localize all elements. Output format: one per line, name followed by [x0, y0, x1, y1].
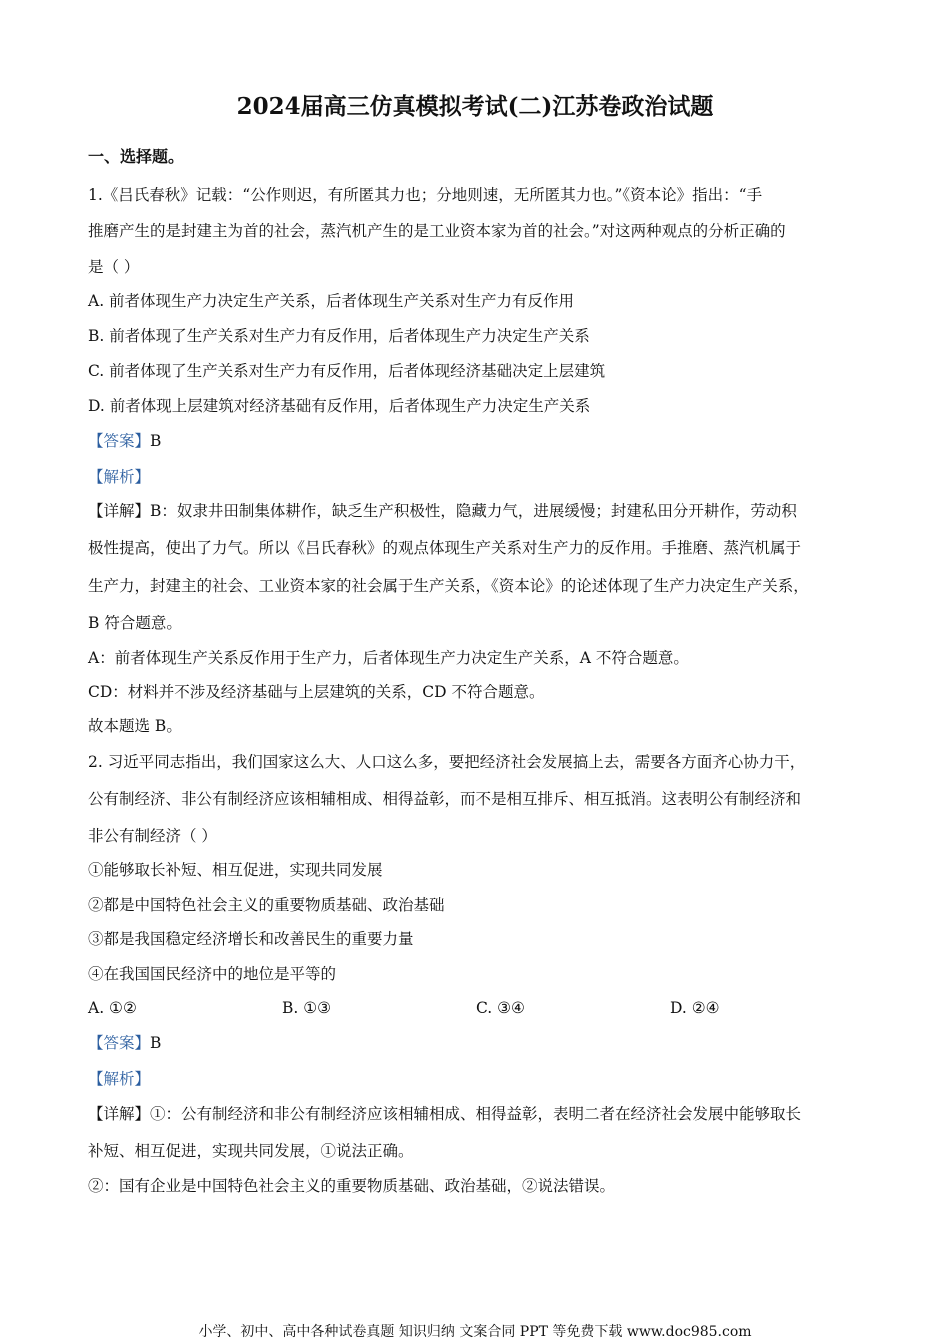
- q2-item-3: ③都是我国稳定经济增长和改善民生的重要力量: [88, 930, 414, 948]
- q1-analysis-tag: 【解析】: [88, 468, 151, 486]
- document-title: 2024届高三仿真模拟考试(二)江苏卷政治试题: [236, 93, 714, 120]
- q1-option-a: A. 前者体现生产力决定生产关系，后者体现生产关系对生产力有反作用: [88, 292, 575, 310]
- q2-analysis: [88, 1068, 150, 1090]
- q2-analysis-tag: 【解析】: [88, 1070, 151, 1088]
- q1-answer-value: B: [150, 432, 162, 450]
- q1-detail-line-6: CD：材料并不涉及经济基础与上层建筑的关系，CD 不符合题意。: [88, 683, 545, 701]
- q1-option-b: B. 前者体现了生产关系对生产力有反作用，后者体现生产力决定生产关系: [88, 327, 590, 345]
- q1-stem-line-3: 是（ ）: [88, 258, 140, 276]
- q1-detail-line-4: B 符合题意。: [88, 614, 182, 632]
- q1-stem-line-2: 推磨产生的是封建主为首的社会，蒸汽机产生的是工业资本家为首的社会。”对这两种观点的分析正确的: [88, 222, 786, 240]
- q1-option-c: C. 前者体现了生产关系对生产力有反作用，后者体现经济基础决定上层建筑: [88, 362, 606, 380]
- q1-analysis: [88, 466, 150, 488]
- q1-option-d: D. 前者体现上层建筑对经济基础有反作用，后者体现生产力决定生产关系: [88, 397, 591, 415]
- q1-detail-line-5: A：前者体现生产关系反作用于生产力，后者体现生产力决定生产关系，A 不符合题意。: [88, 649, 689, 667]
- q1-answer-tag: 【答案】: [88, 432, 151, 450]
- q1-detail-tag: 【详解】: [88, 502, 151, 520]
- page-footer: 小学、初中、高中各种试卷真题 知识归纳 文案合同 PPT 等免费下载 www.doc985.com: [198, 1324, 752, 1340]
- q1-stem-line-1: 1.《吕氏春秋》记载：“公作则迟，有所匿其力也；分地则速，无所匿其力也。”《资本论》指出：“手: [88, 186, 763, 204]
- q1-detail-line-1: [88, 500, 797, 522]
- q2-answer-tag: 【答案】: [88, 1034, 151, 1052]
- q2-detail-text-1: ①：公有制经济和非公有制经济应该相辅相成、相得益彰，表明二者在经济社会发展中能够取长: [150, 1105, 802, 1123]
- section-heading: 一、选择题。: [88, 147, 185, 166]
- q2-detail-line-2: 补短、相互促进，实现共同发展，①说法正确。: [88, 1142, 414, 1160]
- q2-item-1: ①能够取长补短、相互促进，实现共同发展: [88, 861, 383, 879]
- q2-option-b: B. ①③: [282, 999, 332, 1017]
- q2-option-c: C. ③④: [476, 999, 525, 1017]
- q2-option-d: D. ②④: [670, 999, 720, 1017]
- q2-detail-line-1: [88, 1103, 801, 1125]
- q1-detail-line-2: 极性提高，使出了力气。所以《吕氏春秋》的观点体现生产关系对生产力的反作用。手推磨、蒸汽机属于: [88, 539, 802, 557]
- q1-detail-text-1: B：奴隶井田制集体耕作，缺乏生产积极性，隐藏力气，进展缓慢；封建私田分开耕作，劳动积: [150, 502, 797, 520]
- q2-stem-line-1: 2. 习近平同志指出，我们国家这么大、人口这么多，要把经济社会发展搞上去，需要各方面齐心协力干，: [88, 753, 806, 771]
- q2-item-4: ④在我国国民经济中的地位是平等的: [88, 965, 337, 983]
- q2-answer: [88, 1032, 161, 1054]
- q2-answer-value: B: [150, 1034, 162, 1052]
- q1-detail-line-3: 生产力，封建主的社会、工业资本家的社会属于生产关系，《资本论》的论述体现了生产力决定生产关系，: [88, 577, 809, 595]
- q2-item-2: ②都是中国特色社会主义的重要物质基础、政治基础: [88, 896, 445, 914]
- q1-detail-line-7: 故本题选 B。: [88, 717, 182, 735]
- q2-detail-line-3: ②：国有企业是中国特色社会主义的重要物质基础、政治基础，②说法错误。: [88, 1177, 616, 1195]
- q2-option-a: A. ①②: [88, 999, 137, 1017]
- q2-stem-line-3: 非公有制经济（ ）: [88, 827, 217, 845]
- q1-answer: [88, 430, 161, 452]
- q2-detail-tag: 【详解】: [88, 1105, 151, 1123]
- q2-stem-line-2: 公有制经济、非公有制经济应该相辅相成、相得益彰，而不是相互排斥、相互抵消。这表明公有制经济和: [88, 790, 802, 808]
